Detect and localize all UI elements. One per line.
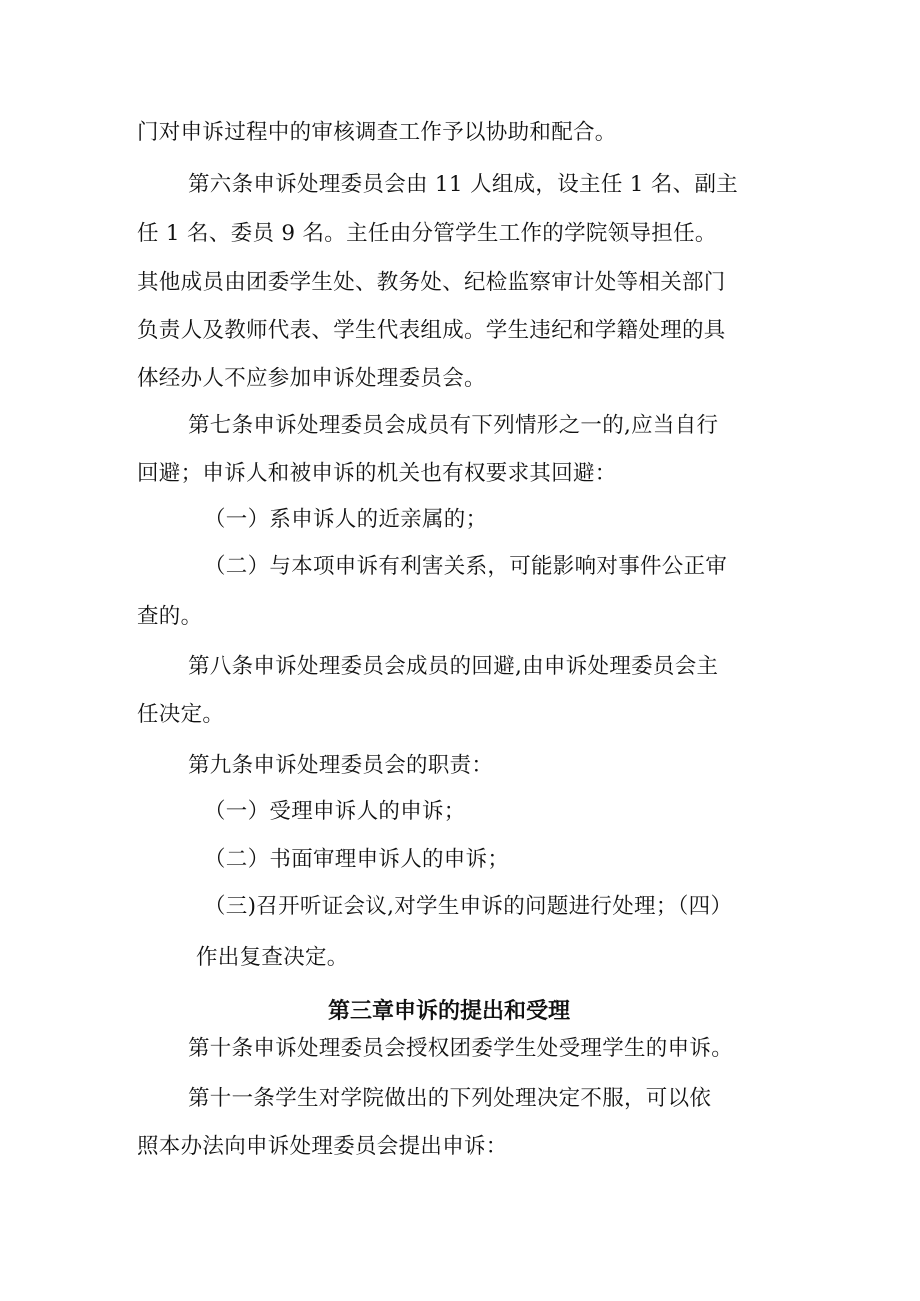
paragraph-line: 门对申诉过程中的审核调查工作予以协助和配合。: [137, 120, 617, 145]
paragraph-line: 回避；申诉人和被申诉的机关也有权要求其回避：: [137, 461, 617, 486]
list-item-line: （一）受理申诉人的申诉；: [204, 799, 466, 824]
paragraph-line: 第七条申诉处理委员会成员有下列情形之一的,应当自行: [188, 413, 719, 438]
paragraph-line: 照本办法向申诉处理委员会提出申诉：: [137, 1134, 508, 1159]
paragraph-line: 体经办人不应参加申诉处理委员会。: [137, 366, 486, 391]
list-item-line: （二）书面审理申诉人的申诉；: [204, 847, 510, 872]
chapter-heading: 第三章申诉的提出和受理: [328, 999, 571, 1024]
paragraph-line: 第六条申诉处理委员会由 11 人组成，设主任 1 名、副主: [188, 172, 739, 197]
paragraph-line: 第九条申诉处理委员会的职责：: [188, 753, 494, 778]
paragraph-line: 任 1 名、委员 9 名。主任由分管学生工作的学院领导担任。: [137, 221, 717, 246]
list-item-line: （一）系申诉人的近亲属的；: [204, 507, 488, 532]
paragraph-line: 任决定。: [137, 702, 225, 727]
paragraph-line: 第十一条学生对学院做出的下列处理决定不服，可以依: [188, 1086, 712, 1111]
paragraph-line: 其他成员由团委学生处、教务处、纪检监察审计处等相关部门: [137, 270, 726, 295]
list-item-line: 作出复查决定。: [196, 945, 349, 970]
list-item-line: （二）与本项申诉有利害关系，可能影响对事件公正审: [204, 554, 728, 579]
paragraph-line: 第十条申诉处理委员会授权团委学生处受理学生的申诉。: [188, 1036, 734, 1061]
paragraph-line: 负责人及教师代表、学生代表组成。学生违纪和学籍处理的具: [137, 318, 726, 343]
list-item-line: （三)召开听证会议,对学生申诉的问题进行处理；（四）: [204, 894, 733, 919]
paragraph-line: 第八条申诉处理委员会成员的回避,由申诉处理委员会主: [188, 654, 719, 679]
paragraph-line: 查的。: [137, 604, 203, 629]
